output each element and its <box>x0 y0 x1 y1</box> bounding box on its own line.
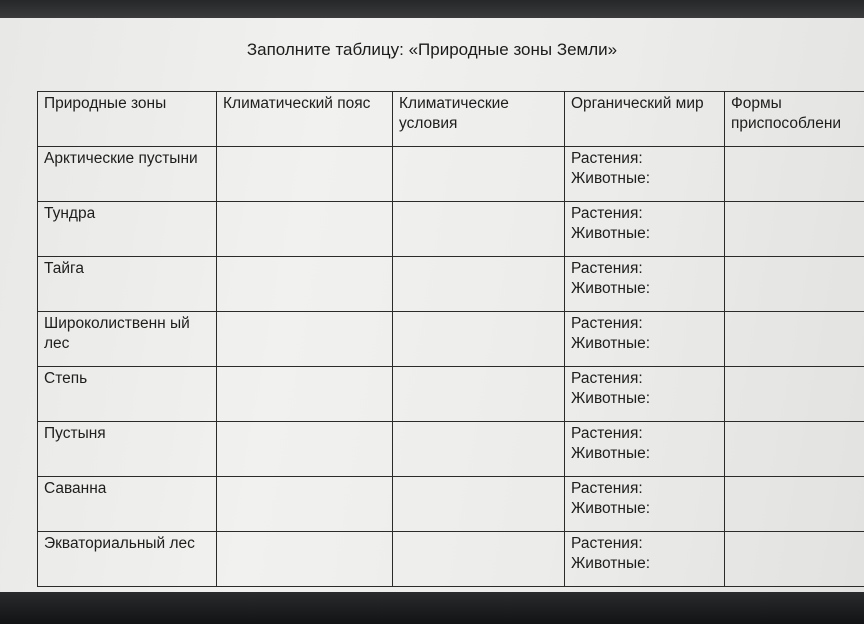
plants-label: Растения: <box>571 535 643 552</box>
zone-name-cell: Экваториальный лес <box>38 532 217 587</box>
header-organic-world: Органический мир <box>565 92 725 147</box>
climate-belt-cell[interactable] <box>217 477 393 532</box>
climate-conditions-cell[interactable] <box>393 147 565 202</box>
table-row <box>38 147 864 202</box>
adaptation-forms-cell[interactable] <box>725 312 864 367</box>
animals-label: Животные: <box>571 335 651 352</box>
climate-belt-cell[interactable] <box>217 532 393 587</box>
table-row <box>38 532 864 587</box>
table-row <box>38 312 864 367</box>
header-natural-zones: Природные зоны <box>38 92 217 147</box>
header-climate-conditions: Климатические условия <box>393 92 565 147</box>
climate-conditions-cell[interactable] <box>393 477 565 532</box>
header-climate-belt: Климатический пояс <box>217 92 393 147</box>
zone-name-cell: Пустыня <box>38 422 217 477</box>
zone-name-cell: Тундра <box>38 202 217 257</box>
climate-conditions-cell[interactable] <box>393 312 565 367</box>
natural-zones-table <box>37 91 864 587</box>
screen <box>0 18 864 592</box>
zone-name-cell: Тайга <box>38 257 217 312</box>
table-row <box>38 367 864 422</box>
table-row <box>38 422 864 477</box>
plants-label: Растения: <box>571 205 643 222</box>
climate-belt-cell[interactable] <box>217 257 393 312</box>
climate-belt-cell[interactable] <box>217 422 393 477</box>
climate-conditions-cell[interactable] <box>393 202 565 257</box>
organic-world-cell <box>565 312 725 367</box>
organic-world-cell <box>565 257 725 312</box>
zone-name-cell: Степь <box>38 367 217 422</box>
climate-conditions-cell[interactable] <box>393 367 565 422</box>
header-row <box>38 92 864 147</box>
animals-label: Животные: <box>571 170 651 187</box>
adaptation-forms-cell[interactable] <box>725 257 864 312</box>
zone-name-cell: Саванна <box>38 477 217 532</box>
zone-name-cell: Арктические пустыни <box>38 147 217 202</box>
climate-belt-cell[interactable] <box>217 312 393 367</box>
adaptation-forms-cell[interactable] <box>725 477 864 532</box>
monitor-bottom-bezel <box>0 592 864 624</box>
animals-label: Животные: <box>571 280 651 297</box>
plants-label: Растения: <box>571 370 643 387</box>
organic-world-cell <box>565 477 725 532</box>
adaptation-forms-cell[interactable] <box>725 532 864 587</box>
page-title: Заполните таблицу: «Природные зоны Земли» <box>246 40 618 59</box>
organic-world-cell <box>565 532 725 587</box>
animals-label: Животные: <box>571 500 651 517</box>
animals-label: Животные: <box>571 555 651 572</box>
climate-belt-cell[interactable] <box>217 202 393 257</box>
plants-label: Растения: <box>571 315 643 332</box>
adaptation-forms-cell[interactable] <box>725 202 864 257</box>
organic-world-cell <box>565 202 725 257</box>
organic-world-cell <box>565 367 725 422</box>
animals-label: Животные: <box>571 445 651 462</box>
table-row <box>38 257 864 312</box>
plants-label: Растения: <box>571 150 643 167</box>
monitor-top-bezel <box>0 0 864 18</box>
adaptation-forms-cell[interactable] <box>725 367 864 422</box>
climate-belt-cell[interactable] <box>217 147 393 202</box>
climate-conditions-cell[interactable] <box>393 532 565 587</box>
organic-world-cell <box>565 147 725 202</box>
organic-world-cell <box>565 422 725 477</box>
adaptation-forms-cell[interactable] <box>725 422 864 477</box>
animals-label: Животные: <box>571 225 651 242</box>
plants-label: Растения: <box>571 425 643 442</box>
animals-label: Животные: <box>571 390 651 407</box>
zone-name-cell: Широколиственн ый лес <box>38 312 217 367</box>
climate-conditions-cell[interactable] <box>393 257 565 312</box>
climate-belt-cell[interactable] <box>217 367 393 422</box>
table-row <box>38 202 864 257</box>
plants-label: Растения: <box>571 260 643 277</box>
table-row <box>38 477 864 532</box>
adaptation-forms-cell[interactable] <box>725 147 864 202</box>
plants-label: Растения: <box>571 480 643 497</box>
climate-conditions-cell[interactable] <box>393 422 565 477</box>
header-adaptation-forms: Формы приспособлени <box>725 92 864 147</box>
